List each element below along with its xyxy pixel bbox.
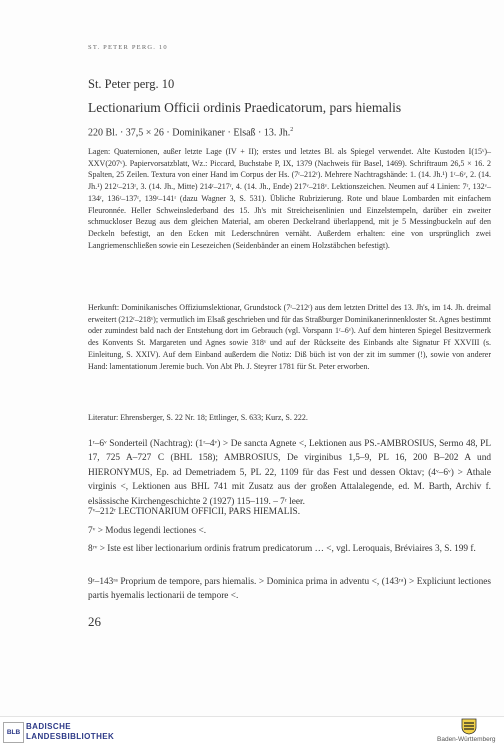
blb-name-line1: BADISCHE bbox=[26, 722, 71, 731]
page-number: 26 bbox=[88, 614, 101, 629]
modus-entry: 7ᵛ > Modus legendi lectiones <. bbox=[88, 526, 207, 536]
blb-name[interactable] bbox=[26, 722, 114, 742]
proprium-entry: 9ʳ–143ʳᵃ Proprium de tempore, pars hiemalis. > Dominica prima in adventu <, (143ʳᵃ) > Expliciunt lectiones partis hyemalis lectionarii de tempore <. bbox=[88, 577, 491, 602]
sonderteil-paragraph: 1ʳ–6ᵛ Sonderteil (Nachtrag): (1ʳ–4ᵛ) > De sancta Agnete <, Lektionen aus PS.-AMBROSIUS, Sermo 48, PL 17, 725 A–727 C (BHL 158); AMBROSIUS, De virginibus 1,5–9, PL 16, 200 B–202 A und HIERONYMUS, Ep. ad Demetriadem 5, PL 22, 1109 für das Fest und dessen Oktav; (4ᵛ–6ᵛ) > Athale virginis <, Lektionen aus BHL 741 mit Zusatz aus der großen Attalalegende, ed. M. Barth, Archiv f. elsässische Kirchengeschichte 2 (1927) 115–119. – 7ʳ leer. bbox=[88, 439, 491, 507]
literatur-paragraph: Literatur: Ehrensberger, S. 22 Nr. 18; Ettlinger, S. 633; Kurz, S. 222. bbox=[88, 413, 308, 422]
manuscript-meta bbox=[88, 127, 293, 138]
running-head: ST. PETER PERG. 10 bbox=[88, 44, 168, 51]
baden-wuerttemberg-crest-icon bbox=[459, 718, 479, 735]
blb-logo[interactable]: BLB bbox=[3, 722, 24, 743]
blb-name-line2: LANDESBIBLIOTHEK bbox=[26, 732, 115, 741]
iste-entry: 8ʳᵛ > Iste est liber lectionarium ordinis fratrum predicatorum … <, vgl. Leroquais, Bréviaires 3, S. 199 f. bbox=[88, 544, 476, 554]
section-heading: 7ᵛ–212ʳ LECTIONARIUM OFFICII, PARS HIEMALIS. bbox=[88, 507, 301, 517]
meta-superscript: 2 bbox=[290, 127, 294, 133]
manuscript-title: Lectionarium Officii ordinis Praedicatorum, pars hiemalis bbox=[88, 100, 402, 115]
meta-text: 220 Bl. · 37,5 × 26 · Dominikaner · Elsaß · 13. Jh. bbox=[88, 127, 291, 139]
herkunft-paragraph: Herkunft: Dominikanisches Offiziumslektionar, Grundstock (7ʳ–212ʳ) aus dem letzten Drittel des 13. Jh's, im 14. Jh. dreimal erweitert (212ʳ–218ᵛ); vermutlich im Elsaß geschrieben und für das Straßburger Dominikanerinnenkloster St. Agnes bestimmt oder zumindest bald nach der Entstehung dort im Gebrauch (vgl. Vorspann 1ʳ–6ᵛ). Auf dem hinteren Spiegel Besitzvermerk des Konvents St. Margareten und Agnes sowie 318ᵛ und auf der Rückseite des Einbands alte Signatur Ff XXVIII (s. Einleitung, S. XXIV). Auf dem Einband außerdem die Notiz: Diß büch ist von der zit im summer (!), sowie von anderer Hand: lamentationum Jeremie buch. Von Abt Ph. J. Steyrer 1781 für St. Peter erworben. bbox=[88, 303, 491, 371]
viewer-footer bbox=[0, 716, 504, 747]
bw-name: Baden-Württemberg bbox=[437, 736, 496, 743]
lagen-paragraph: Lagen: Quaternionen, außer letzte Lage (IV + II); erstes und letztes Bl. als Spiegel verwendet. Alte Kustoden I(15ᵛ)–XXV(207ᵛ). Papiervorsatzblatt, Wz.: Piccard, Buchstabe P, IX, 1379 (Nachweis für Basel, 1469). Schriftraum 26,5 × 16. 2 Spalten, 25 Zeilen. Textura von einer Hand im Corpus der Hs. (7ʳ–212ʳ). Mehrere Nachtragshände: 1. (14. Jh.¹) 1ʳ–6ᵛ, 2. (14. Jh.¹) 212ʳ–213ʳ, 3. (14. Jh., Mitte) 214ʳ–217ʳ, 4. (14. Jh., Ende) 217ᵛ–218ᵛ. Lektionszeichen. Neumen auf 4 Linien: 7ʳ, 132ᵛ–134ʳ, 136ʳ–137ʳ, 139ʳ–141ʳ (dazu Wagner 3, S. 531). Übliche Rubrizierung. Rote und blaue Lombarden mit einfachem Fleuronnée. Heller Schweinslederband des 15. Jh's mit Streicheisenlinien und Einzelstempeln, darüber ein zweiter schmuckloser Bezug aus dem gleichen Material, am oberen Deckelrand überlappend, mit je 5 Messingbuckeln auf den Deckeln befestigt, an den Ecken mit Lederschnüren vernäht. Außerdem erhalten: eine von ursprünglich zwei Langriemenschließen sowie ein Lesezeichen (Seidenbänder an einem Holzstäbchen befestigt). bbox=[88, 147, 491, 250]
shelfmark-heading: St. Peter perg. 10 bbox=[88, 77, 175, 91]
